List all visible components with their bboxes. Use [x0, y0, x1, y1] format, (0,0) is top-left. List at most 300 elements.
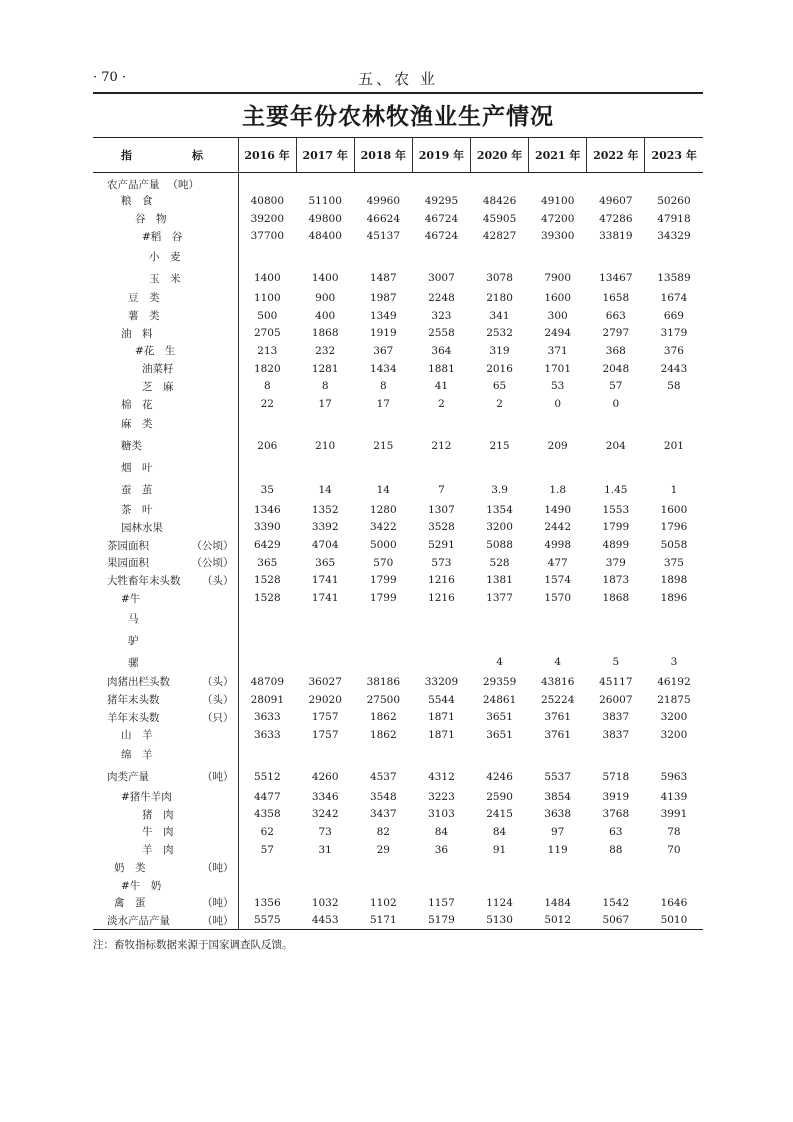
row-label: 肉猪出栏头数 — [107, 676, 170, 689]
value-cell: 88 — [609, 843, 623, 856]
row-indicator-cell — [93, 227, 238, 245]
value-cell: 45117 — [599, 675, 633, 688]
value-cell: 4477 — [238, 788, 296, 806]
row-label: 玉 米 — [149, 272, 181, 285]
row-label: #稻 谷 — [142, 230, 183, 243]
value-cell: 1873 — [602, 574, 630, 587]
value-cell: 0 — [612, 398, 620, 411]
value-cell: 53 — [551, 380, 565, 393]
value-cell: 1574 — [544, 574, 572, 587]
value-cell: 3761 — [544, 728, 572, 741]
value-cell: 3638 — [544, 808, 572, 821]
value-cell — [238, 173, 296, 193]
value-cell: 3 — [670, 656, 678, 668]
value-cell: 3200 — [660, 728, 688, 741]
value-cell: 28091 — [238, 691, 296, 709]
value-cell — [354, 744, 412, 766]
value-cell — [529, 607, 587, 629]
value-cell: 2 — [496, 398, 503, 411]
value-cell — [587, 245, 645, 267]
value-cell: 1352 — [311, 503, 339, 516]
row-indicator-cell — [93, 894, 238, 912]
row-label: 禽 蛋 — [114, 897, 146, 910]
value-cell: 47918 — [657, 212, 691, 225]
section-title: 五、农 业 — [358, 70, 438, 88]
table-row — [93, 289, 703, 307]
row-label: #花 生 — [135, 345, 176, 358]
value-cell: 4899 — [602, 539, 630, 552]
value-cell — [354, 457, 412, 479]
value-cell: 5010 — [645, 912, 703, 930]
value-cell: 5544 — [428, 693, 455, 706]
value-cell: 3991 — [660, 808, 688, 821]
row-label: 猪年末头数 — [107, 694, 160, 707]
row-label: 芝 麻 — [142, 380, 174, 393]
year-column-header: 2021 年 — [529, 138, 587, 173]
value-cell: 2048 — [602, 362, 630, 375]
value-cell: 63 — [609, 825, 623, 838]
row-unit: （头） — [202, 694, 234, 707]
value-cell — [587, 744, 645, 766]
table-row — [93, 501, 703, 519]
value-cell: 500 — [238, 307, 296, 325]
value-cell: 48426 — [482, 194, 517, 207]
value-cell: 2415 — [486, 808, 513, 821]
value-cell: 34329 — [657, 230, 691, 243]
row-unit: （吨） — [202, 897, 234, 910]
value-cell — [471, 457, 529, 479]
value-cell — [529, 457, 587, 479]
value-cell: 51100 — [308, 194, 342, 207]
value-cell: 38186 — [366, 675, 401, 688]
value-cell: 8 — [321, 380, 329, 393]
value-cell: 49607 — [599, 194, 633, 207]
value-cell: 62 — [238, 823, 296, 841]
value-cell — [412, 651, 470, 673]
value-cell: 213 — [238, 342, 296, 360]
value-cell: 209 — [547, 439, 568, 452]
value-cell — [296, 457, 354, 479]
value-cell: 46192 — [657, 675, 691, 688]
row-indicator-cell — [93, 691, 238, 709]
value-cell: 8 — [238, 378, 296, 396]
value-cell: 3837 — [602, 711, 630, 724]
value-cell — [587, 629, 645, 651]
value-cell: 1896 — [660, 592, 688, 605]
value-cell: 5067 — [587, 912, 645, 930]
row-label: #猪牛羊肉 — [121, 791, 172, 804]
value-cell: 3179 — [660, 327, 688, 340]
value-cell: 1032 — [311, 896, 339, 909]
value-cell — [412, 744, 470, 766]
table-row — [93, 805, 703, 823]
row-label: 果园面积 — [107, 557, 149, 570]
value-cell: 570 — [373, 556, 394, 569]
year-column-header: 2023 年 — [645, 138, 703, 173]
value-cell: 663 — [605, 309, 626, 322]
value-cell — [471, 876, 529, 894]
value-cell: 212 — [431, 439, 452, 452]
row-unit: （吨） — [167, 179, 199, 191]
table-row — [93, 607, 703, 629]
value-cell — [412, 629, 470, 651]
value-cell: 5000 — [369, 539, 397, 552]
value-cell: 1307 — [428, 503, 455, 516]
table-row — [93, 210, 703, 228]
value-cell: 3200 — [486, 521, 513, 534]
year-column-header: 2018 年 — [354, 138, 412, 173]
value-cell: 4537 — [369, 770, 397, 783]
value-cell: 49295 — [424, 194, 459, 207]
value-cell: 1570 — [544, 592, 572, 605]
table-row — [93, 378, 703, 396]
value-cell: 375 — [663, 556, 684, 569]
value-cell — [645, 413, 703, 435]
value-cell: 206 — [238, 435, 296, 457]
value-cell: 1.45 — [604, 483, 628, 496]
value-cell: 1490 — [544, 503, 572, 516]
value-cell: 39300 — [540, 230, 575, 243]
value-cell: 477 — [547, 556, 568, 569]
value-cell: 1349 — [369, 309, 397, 322]
value-cell: 49100 — [540, 194, 575, 207]
table-row — [93, 536, 703, 554]
row-label: 羊年末头数 — [107, 711, 160, 724]
value-cell: 1919 — [369, 327, 397, 340]
value-cell: 1862 — [369, 728, 397, 741]
value-cell: 73 — [318, 825, 332, 838]
table-row — [93, 360, 703, 378]
value-cell: 2705 — [238, 324, 296, 342]
value-cell: 3078 — [486, 272, 513, 285]
value-cell: 319 — [489, 344, 510, 357]
value-cell: 3103 — [428, 808, 455, 821]
row-label: 肉类产量 — [107, 771, 149, 784]
value-cell — [587, 859, 645, 877]
value-cell — [645, 245, 703, 267]
value-cell: 1346 — [238, 501, 296, 519]
value-cell — [471, 859, 529, 877]
value-cell: 65 — [492, 380, 507, 393]
table-row — [93, 841, 703, 859]
row-indicator-cell — [93, 673, 238, 691]
table-row — [93, 192, 703, 210]
table-row — [93, 245, 703, 267]
value-cell: 1400 — [311, 272, 339, 285]
value-cell — [587, 607, 645, 629]
value-cell: 41 — [434, 380, 449, 393]
value-cell — [238, 457, 296, 479]
row-label: 猪 肉 — [142, 808, 174, 821]
value-cell — [412, 413, 470, 435]
table-title: 主要年份农林牧渔业生产情况 — [242, 103, 554, 130]
value-cell: 3422 — [369, 521, 397, 534]
row-indicator-cell — [93, 378, 238, 396]
value-cell: 58 — [667, 380, 681, 393]
table-row — [93, 173, 703, 193]
value-cell: 33819 — [599, 230, 633, 243]
value-cell: 4704 — [311, 539, 339, 552]
value-cell: 5012 — [529, 912, 587, 930]
table-header-row — [93, 138, 703, 173]
value-cell: 84 — [492, 825, 507, 838]
value-cell — [471, 245, 529, 267]
value-cell: 5291 — [428, 539, 455, 552]
value-cell — [238, 413, 296, 435]
row-label: 牛 肉 — [142, 826, 174, 839]
value-cell: 371 — [547, 344, 568, 357]
value-cell: 3437 — [369, 808, 397, 821]
value-cell: 1757 — [311, 711, 339, 724]
row-label: 小 麦 — [149, 250, 181, 263]
value-cell: 1487 — [369, 272, 397, 285]
table-row — [93, 691, 703, 709]
value-cell: 1281 — [311, 362, 339, 375]
value-cell: 1701 — [544, 362, 572, 375]
value-cell: 3548 — [369, 790, 397, 803]
row-label: 麻 类 — [121, 418, 153, 431]
value-cell: 7 — [438, 483, 445, 496]
value-cell: 1868 — [602, 592, 630, 605]
value-cell: 57 — [238, 841, 296, 859]
value-cell — [645, 629, 703, 651]
value-cell: 1987 — [369, 291, 397, 304]
value-cell: 1881 — [428, 362, 455, 375]
value-cell: 2558 — [428, 327, 455, 340]
value-cell — [471, 607, 529, 629]
row-label: 绵 羊 — [121, 749, 153, 762]
value-cell: 1898 — [660, 574, 688, 587]
value-cell: 573 — [431, 556, 452, 569]
row-label: 烟 叶 — [121, 462, 153, 475]
value-cell: 42827 — [482, 230, 517, 243]
value-cell: 5058 — [660, 539, 688, 552]
table-row — [93, 788, 703, 806]
row-label: 油菜籽 — [142, 363, 174, 376]
value-cell: 1124 — [486, 896, 513, 909]
row-indicator-cell — [93, 572, 238, 590]
value-cell — [645, 173, 703, 193]
value-cell: 1646 — [660, 896, 688, 909]
value-cell: 323 — [431, 309, 452, 322]
value-cell: 97 — [551, 825, 565, 838]
value-cell: 3528 — [428, 521, 455, 534]
value-cell — [412, 245, 470, 267]
value-cell: 1820 — [238, 360, 296, 378]
value-cell: 5179 — [412, 912, 470, 930]
value-cell — [471, 744, 529, 766]
value-cell: 1796 — [660, 521, 688, 534]
row-label: 糖类 — [121, 440, 142, 453]
year-column-header: 2022 年 — [587, 138, 645, 173]
value-cell: 2443 — [660, 362, 688, 375]
table-row — [93, 435, 703, 457]
value-cell: 5 — [612, 656, 620, 668]
value-cell: 14 — [318, 483, 332, 496]
row-unit: （只） — [202, 711, 234, 724]
value-cell: 6429 — [238, 536, 296, 554]
value-cell: 21875 — [657, 693, 691, 706]
row-indicator-cell — [93, 766, 238, 788]
row-label: 羊 肉 — [142, 844, 174, 857]
value-cell: 1.8 — [549, 483, 567, 496]
value-cell: 2016 — [486, 362, 513, 375]
value-cell: 1400 — [238, 267, 296, 289]
value-cell: 48400 — [308, 230, 342, 243]
value-cell: 35 — [238, 479, 296, 501]
value-cell: 1157 — [428, 896, 455, 909]
value-cell: 2494 — [544, 327, 572, 340]
table-body — [93, 173, 703, 930]
value-cell: 1799 — [369, 574, 397, 587]
value-cell — [296, 744, 354, 766]
row-indicator-cell — [93, 501, 238, 519]
row-indicator-cell — [93, 519, 238, 537]
row-indicator-cell — [93, 554, 238, 572]
table-row — [93, 823, 703, 841]
table-row — [93, 726, 703, 744]
value-cell: 365 — [315, 556, 336, 569]
value-cell: 210 — [315, 439, 336, 452]
value-cell: 1102 — [369, 896, 397, 909]
value-cell: 78 — [667, 825, 681, 838]
row-indicator-cell — [93, 192, 238, 210]
table-row — [93, 673, 703, 691]
value-cell — [296, 413, 354, 435]
value-cell: 48709 — [238, 673, 296, 691]
value-cell: 3.9 — [491, 483, 508, 496]
indicator-header-char: 指 — [121, 149, 132, 162]
value-cell: 232 — [315, 344, 336, 357]
value-cell: 364 — [431, 344, 452, 357]
row-label: 山 羊 — [121, 729, 153, 742]
value-cell: 1674 — [660, 291, 688, 304]
value-cell: 3651 — [486, 711, 513, 724]
value-cell: 82 — [376, 825, 390, 838]
value-cell — [296, 629, 354, 651]
value-cell: 22 — [238, 395, 296, 413]
value-cell: 1377 — [486, 592, 513, 605]
value-cell — [296, 173, 354, 193]
value-cell: 4312 — [428, 770, 455, 783]
value-cell: 1658 — [602, 291, 630, 304]
value-cell: 1216 — [428, 574, 455, 587]
row-indicator-cell — [93, 267, 238, 289]
row-indicator-cell — [93, 479, 238, 501]
value-cell: 1868 — [311, 327, 339, 340]
value-cell: 1356 — [238, 894, 296, 912]
row-indicator-cell — [93, 859, 238, 877]
row-label: 茶园面积 — [107, 539, 149, 552]
row-indicator-cell — [93, 435, 238, 457]
row-indicator-cell — [93, 342, 238, 360]
value-cell: 900 — [315, 291, 336, 304]
table-row — [93, 395, 703, 413]
row-indicator-cell — [93, 788, 238, 806]
value-cell — [412, 859, 470, 877]
value-cell: 7900 — [544, 272, 572, 285]
value-cell: 36 — [434, 843, 449, 856]
value-cell: 368 — [605, 344, 626, 357]
table-row — [93, 227, 703, 245]
value-cell: 1 — [670, 483, 678, 496]
value-cell: 5963 — [660, 770, 688, 783]
table-row — [93, 342, 703, 360]
row-indicator-cell — [93, 708, 238, 726]
value-cell — [529, 245, 587, 267]
value-cell: 13589 — [657, 272, 691, 285]
row-indicator-cell — [93, 651, 238, 673]
value-cell — [471, 629, 529, 651]
value-cell — [529, 629, 587, 651]
value-cell — [238, 607, 296, 629]
value-cell — [296, 859, 354, 877]
value-cell: 3633 — [238, 726, 296, 744]
row-indicator-cell — [93, 629, 238, 651]
value-cell: 3223 — [428, 790, 455, 803]
value-cell: 27500 — [366, 693, 401, 706]
row-indicator-cell — [93, 912, 238, 930]
value-cell — [587, 173, 645, 193]
value-cell: 49800 — [308, 212, 342, 225]
value-cell: 1757 — [311, 728, 339, 741]
value-cell — [471, 413, 529, 435]
indicator-header-char: 标 — [192, 149, 203, 162]
value-cell: 14 — [376, 483, 390, 496]
row-unit: （吨） — [202, 914, 234, 927]
value-cell — [529, 413, 587, 435]
value-cell: 2248 — [428, 291, 455, 304]
row-indicator-cell — [93, 395, 238, 413]
value-cell: 3768 — [602, 808, 630, 821]
value-cell — [645, 859, 703, 877]
value-cell — [645, 744, 703, 766]
value-cell: 2797 — [602, 327, 630, 340]
table-row — [93, 267, 703, 289]
footnote: 注：畜牧指标数据来源于国家调查队反馈。 — [93, 939, 293, 951]
value-cell: 46724 — [424, 212, 459, 225]
year-column-header: 2019 年 — [412, 138, 470, 173]
value-cell — [354, 859, 412, 877]
value-cell: 1381 — [486, 574, 513, 587]
value-cell: 3242 — [311, 808, 339, 821]
row-label: 谷 物 — [135, 213, 167, 226]
value-cell: 24861 — [482, 693, 517, 706]
header-rule — [93, 92, 703, 94]
value-cell — [354, 651, 412, 673]
value-cell: 33209 — [424, 675, 459, 688]
value-cell: 47200 — [540, 212, 575, 225]
row-unit: （吨） — [202, 861, 234, 874]
row-indicator-cell — [93, 289, 238, 307]
value-cell: 2442 — [544, 521, 572, 534]
value-cell: 17 — [318, 398, 332, 411]
table-row — [93, 766, 703, 788]
page-header — [93, 68, 703, 90]
table-row — [93, 859, 703, 877]
row-indicator-cell — [93, 876, 238, 894]
value-cell: 50260 — [657, 194, 691, 207]
value-cell: 2590 — [486, 790, 513, 803]
value-cell: 57 — [609, 380, 623, 393]
value-cell: 3837 — [602, 728, 630, 741]
value-cell: 528 — [489, 556, 510, 569]
value-cell: 3919 — [602, 790, 630, 803]
value-cell: 49960 — [366, 194, 401, 207]
value-cell: 3633 — [238, 708, 296, 726]
value-cell: 17 — [376, 398, 390, 411]
value-cell: 1862 — [369, 711, 397, 724]
